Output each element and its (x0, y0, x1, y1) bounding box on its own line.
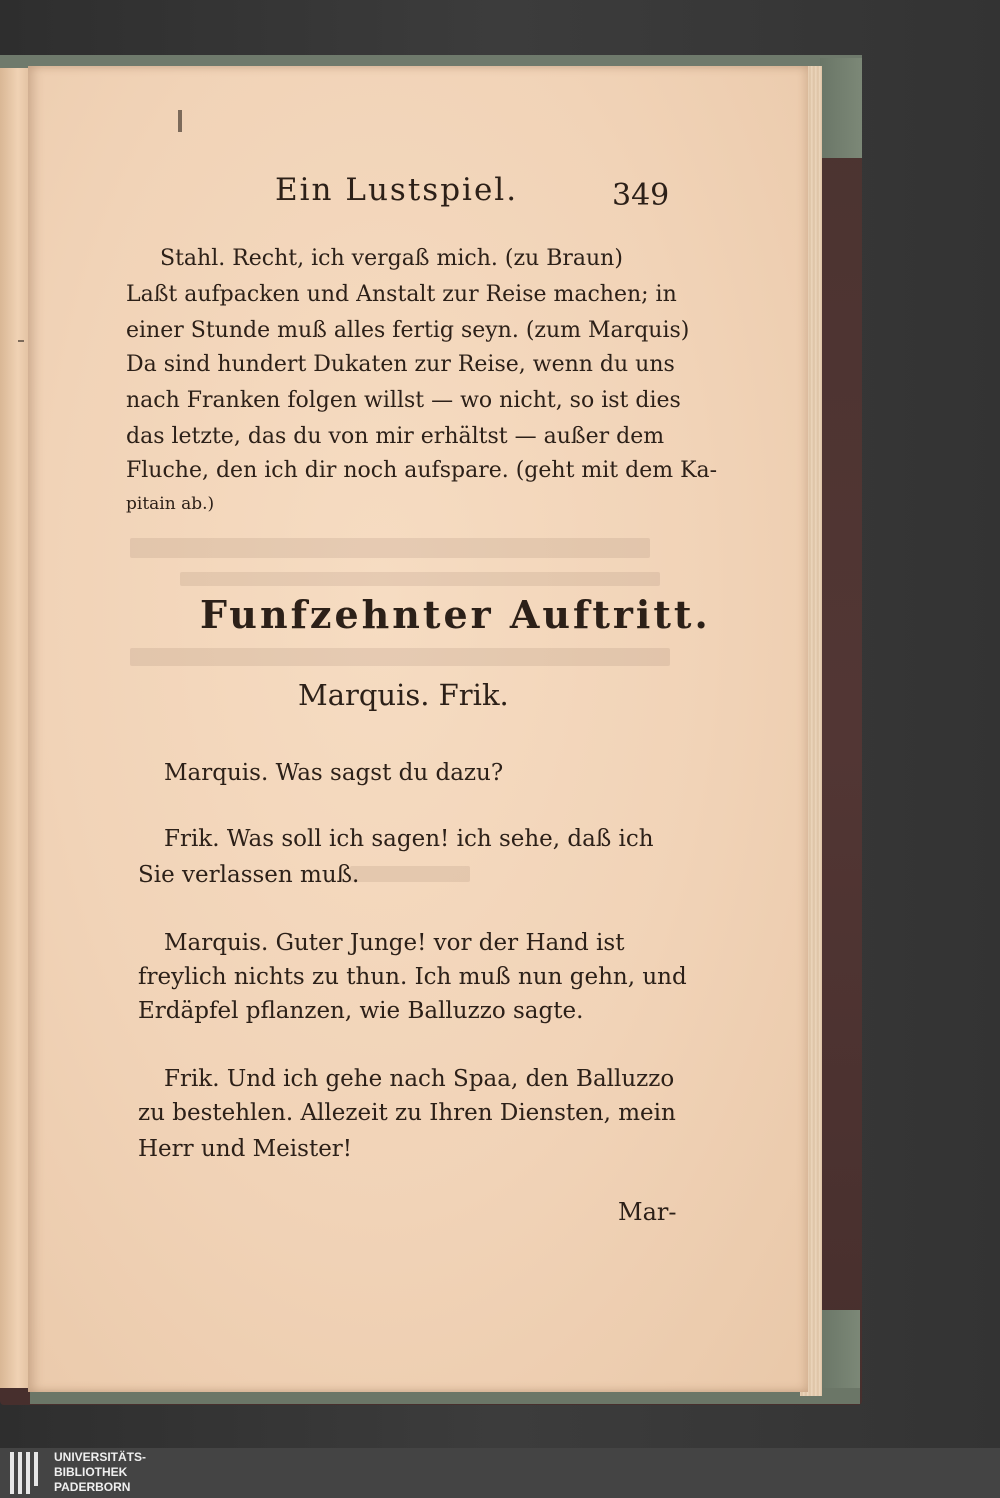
dialogue-line: Sie verlassen muß. (138, 862, 360, 888)
dialogue-line: Marquis. Was sagst du dazu? (164, 760, 504, 786)
show-through-mark (350, 866, 470, 882)
page-number: 349 (612, 178, 670, 213)
dialogue-line: freylich nichts zu thun. Ich muß nun gehn, und (138, 964, 687, 990)
paragraph-line: Stahl. Recht, ich vergaß mich. (zu Braun) (160, 246, 623, 271)
dialogue-line: Frik. Und ich gehe nach Spaa, den Balluzzo (164, 1066, 675, 1092)
logo-line-2: BIBLIOTHEK (54, 1465, 128, 1479)
dialogue-line: zu bestehlen. Allezeit zu Ihren Diensten, mein (138, 1100, 676, 1126)
cover-corner-top (820, 58, 862, 158)
margin-mark (18, 340, 24, 342)
paragraph-line: nach Franken folgen willst — wo nicht, so ist dies (126, 388, 681, 413)
library-logo-text (54, 1450, 146, 1495)
paragraph-line: einer Stunde muß alles fertig seyn. (zum Marquis) (126, 318, 690, 343)
dialogue-line: Erdäpfel pflanzen, wie Balluzzo sagte. (138, 998, 584, 1024)
pencil-mark (178, 110, 182, 132)
paragraph-line: pitain ab.) (126, 494, 215, 514)
scene-title: Funfzehnter Auftritt. (200, 592, 711, 637)
catchword: Mar- (618, 1198, 677, 1226)
logo-line-3: PADERBORN (54, 1480, 131, 1494)
paragraph-line: Laßt aufpacken und Anstalt zur Reise machen; in (126, 282, 677, 307)
dialogue-line: Frik. Was soll ich sagen! ich sehe, daß ich (164, 826, 654, 852)
facing-page-edge (0, 68, 30, 1388)
logo-line-1: UNIVERSITÄTS- (54, 1450, 147, 1464)
cover-corner-bottom (820, 1310, 860, 1400)
library-logo-icon (10, 1452, 48, 1494)
show-through-mark (180, 572, 660, 586)
dialogue-line: Marquis. Guter Junge! vor der Hand ist (164, 930, 625, 956)
paragraph-line: Fluche, den ich dir noch aufspare. (geht mit dem Ka- (126, 458, 718, 483)
footer-bar (0, 1448, 1000, 1498)
paragraph-line: das letzte, das du von mir erhältst — außer dem (126, 424, 665, 449)
dialogue-line: Herr und Meister! (138, 1136, 353, 1162)
scene-cast: Marquis. Frik. (298, 678, 509, 712)
paragraph-line: Da sind hundert Dukaten zur Reise, wenn du uns (126, 352, 675, 377)
running-header: Ein Lustspiel. (275, 172, 519, 208)
show-through-mark (130, 538, 650, 558)
show-through-mark (130, 648, 670, 666)
